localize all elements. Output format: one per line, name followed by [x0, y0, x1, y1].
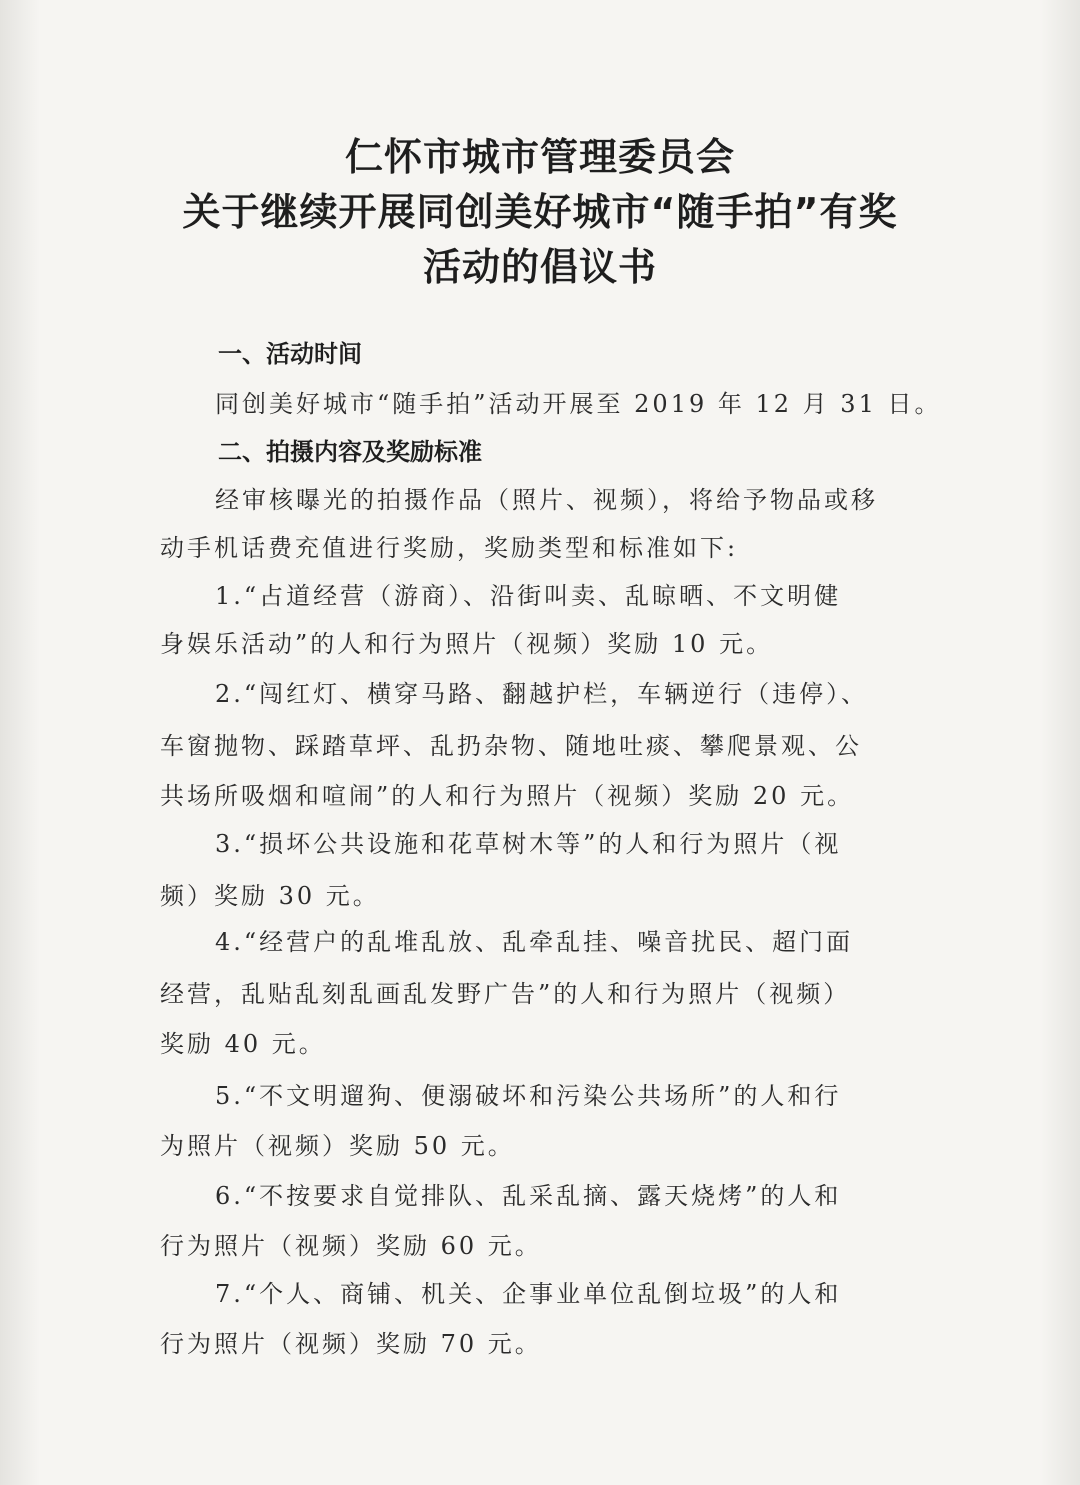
item-6-line-2: 行为照片（视频）奖励 60 元。	[160, 1232, 542, 1260]
item-5-line-2: 为照片（视频）奖励 50 元。	[160, 1132, 515, 1160]
title-line-3: 活动的倡议书	[422, 245, 657, 289]
item-3-line-2: 频）奖励 30 元。	[160, 882, 380, 910]
section-2-intro-line-1: 经审核曝光的拍摄作品（照片、视频），将给予物品或移	[215, 486, 878, 514]
item-3-line-1: 3.“损坏公共设施和花草树木等”的人和行为照片（视	[215, 830, 842, 858]
item-2-line-1: 2.“闯红灯、横穿马路、翻越护栏，车辆逆行（违停）、	[215, 680, 869, 708]
section-1-text: 同创美好城市“随手拍”活动开展至 2019 年 12 月 31 日。	[215, 390, 942, 418]
item-1-line-1: 1.“占道经营（游商）、沿街叫卖、乱晾晒、不文明健	[215, 582, 842, 610]
document-title	[0, 130, 1080, 295]
item-4-line-3: 奖励 40 元。	[160, 1030, 326, 1058]
item-2-line-3: 共场所吸烟和喧闹”的人和行为照片（视频）奖励 20 元。	[160, 782, 855, 810]
item-4-line-1: 4.“经营户的乱堆乱放、乱牵乱挂、噪音扰民、超门面	[215, 928, 854, 956]
title-line-1: 仁怀市城市管理委员会	[344, 135, 735, 179]
item-7-line-1: 7.“个人、商铺、机关、企事业单位乱倒垃圾”的人和	[215, 1280, 842, 1308]
item-1-line-2: 身娱乐活动”的人和行为照片（视频）奖励 10 元。	[160, 630, 774, 658]
title-line-2: 关于继续开展同创美好城市“随手拍”有奖	[182, 190, 898, 234]
item-7-line-2: 行为照片（视频）奖励 70 元。	[160, 1330, 542, 1358]
item-6-line-1: 6.“不按要求自觉排队、乱采乱摘、露天烧烤”的人和	[215, 1182, 842, 1210]
item-4-line-2: 经营，乱贴乱刻乱画乱发野广告”的人和行为照片（视频）	[160, 980, 851, 1008]
section-2-heading: 二、拍摄内容及奖励标准	[218, 438, 482, 466]
section-1-heading: 一、活动时间	[218, 340, 362, 368]
item-5-line-1: 5.“不文明遛狗、便溺破坏和污染公共场所”的人和行	[215, 1082, 842, 1110]
item-2-line-2: 车窗抛物、踩踏草坪、乱扔杂物、随地吐痰、攀爬景观、公	[160, 732, 862, 760]
section-2-intro-line-2: 动手机话费充值进行奖励，奖励类型和标准如下:	[160, 534, 739, 562]
